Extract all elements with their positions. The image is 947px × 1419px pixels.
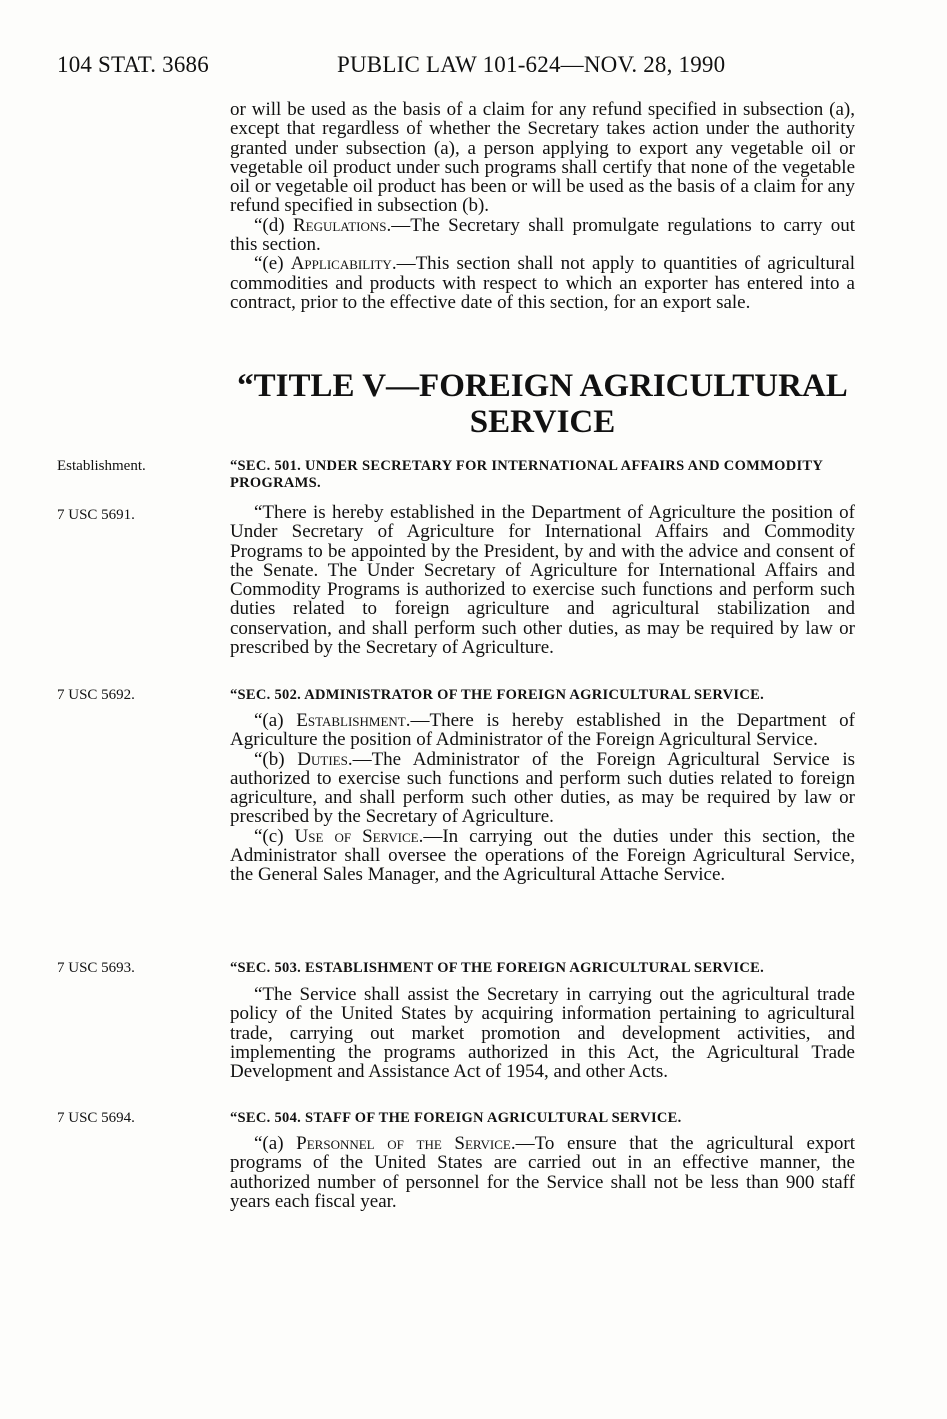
section-502-c-text: .—In carrying out the duties under this section, the Administrator shall oversee the operations of the Foreign Agricultural Service, the General Sales Manager, and the Agricultural Attache Service.: [230, 825, 855, 886]
margin-note-usc-5694: 7 USC 5694.: [57, 1110, 135, 1126]
margin-note-usc-5693: 7 USC 5693.: [57, 960, 135, 976]
section-502-body: [230, 711, 855, 885]
section-502-b-heading: Duties: [297, 748, 348, 770]
intro-block: [230, 100, 855, 312]
subsection-e-label: “(e): [254, 253, 291, 275]
section-501-heading: “SEC. 501. UNDER SECRETARY FOR INTERNATIONAL AFFAIRS AND COMMODITY PROGRAMS.: [230, 458, 823, 491]
section-502-subsection-c: [230, 827, 855, 885]
section-501-paragraph: “There is hereby established in the Department of Agriculture the position of Under Secretary of Agriculture for International Affairs and Commodity Programs to be appointed by the President, by and with the advice and consent of the Senate. The Under Secretary of Agriculture for International Affairs and Commodity Programs is authorized to exercise such functions and perform such duties related to foreign agriculture and agricultural stabilization and conservation, and shall perform such other duties, as may be required by law or prescribed by the Secretary of Agriculture.: [230, 502, 855, 659]
section-502-b-label: “(b): [254, 748, 298, 770]
subsection-d: [230, 216, 855, 255]
margin-note-establishment: Establishment.: [57, 458, 146, 474]
subsection-d-label: “(d): [254, 214, 293, 236]
continuation-paragraph: or will be used as the basis of a claim for any refund specified in subsection (a), except that regardless of whether the Secretary takes action under the authority granted under subsection (a), a person applying to export any vegetable oil or vegetable oil product under such programs shall certify that none of the vegetable oil or vegetable oil product has been or will be used as the basis of a claim for any refund specified in subsection (b).: [230, 99, 855, 217]
page-header: [0, 52, 947, 86]
title-line-1: “TITLE V—FOREIGN AGRICULTURAL: [237, 368, 848, 404]
section-503-heading: “SEC. 503. ESTABLISHMENT OF THE FOREIGN AGRICULTURAL SERVICE.: [230, 960, 765, 976]
section-502-subsection-a: [230, 711, 855, 750]
section-503-body: [230, 985, 855, 1081]
section-504-heading: “SEC. 504. STAFF OF THE FOREIGN AGRICULTURAL SERVICE.: [230, 1110, 682, 1126]
subsection-e-heading: Applicability: [290, 253, 392, 275]
section-502-heading: “SEC. 502. ADMINISTRATOR OF THE FOREIGN AGRICULTURAL SERVICE.: [230, 687, 764, 703]
section-504-a-label: “(a): [254, 1133, 297, 1154]
section-502-c-label: “(c): [254, 825, 295, 847]
title-heading: [230, 368, 855, 440]
title-line-2: SERVICE: [469, 404, 616, 440]
section-502-subsection-b: [230, 750, 855, 827]
subsection-d-heading: Regulations: [292, 214, 387, 236]
section-502-a-text: .—There is hereby established in the Department of Agriculture the position of Administrator of the Foreign Agricultural Service.: [230, 710, 855, 751]
subsection-e-text: .—This section shall not apply to quantities of agricultural commodities and products with respect to which an exporter has entered into a contract, prior to the effective date of this section, for an export sale.: [230, 253, 855, 313]
section-503-paragraph: “The Service shall assist the Secretary in carrying out the agricultural trade policy of the United States by acquiring information pertaining to agricultural trade, carrying out market promotion and development activities, and implementing the programs authorized in this Act, the Agricultural Trade Development and Assistance Act of 1954, and other Acts.: [230, 984, 855, 1083]
subsection-e: [230, 254, 855, 312]
subsection-d-text: .—The Secretary shall promulgate regulations to carry out this section.: [230, 214, 855, 256]
page-reference: 104 STAT. 3686: [57, 52, 209, 77]
section-502-c-heading: Use of Service: [294, 825, 419, 847]
section-502-a-heading: Establishment: [296, 710, 406, 731]
section-504-subsection-a: [230, 1134, 855, 1211]
public-law-reference: PUBLIC LAW 101-624—NOV. 28, 1990: [337, 52, 726, 77]
section-504-a-text: .—To ensure that the agricultural export programs of the United States are carried out in an effective manner, the authorized number of personnel for the Service shall not be less than 900 staff years each fiscal year.: [230, 1133, 855, 1212]
section-504-a-heading: Personnel of the Service: [296, 1133, 511, 1154]
margin-note-usc-5692: 7 USC 5692.: [57, 687, 135, 703]
section-502-a-label: “(a): [254, 710, 297, 731]
section-501-body: [230, 503, 855, 657]
section-502-b-text: .—The Administrator of the Foreign Agricultural Service is authorized to exercise such functions and perform such duties related to foreign agriculture, and shall perform such other duties, as may be required by law or prescribed by the Secretary of Agriculture.: [230, 748, 855, 828]
section-504-body: [230, 1134, 855, 1211]
margin-note-usc-5691: 7 USC 5691.: [57, 507, 135, 523]
